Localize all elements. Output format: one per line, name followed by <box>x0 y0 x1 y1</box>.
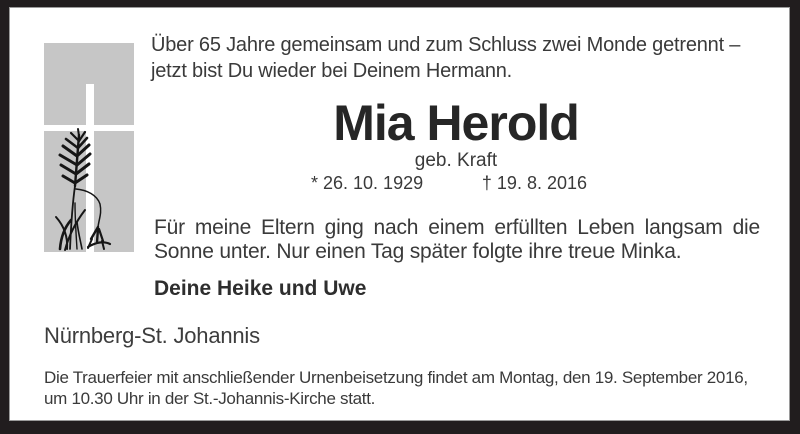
death-date: † 19. 8. 2016 <box>481 173 587 193</box>
birth-date: * 26. 10. 1929 <box>311 173 424 193</box>
mourners-signature: Deine Heike und Uwe <box>154 277 367 300</box>
epitaph-line-2: jetzt bist Du wieder bei Deinem Hermann. <box>151 60 513 82</box>
obituary-card <box>9 7 790 421</box>
maiden-name: geb. Kraft <box>414 150 498 171</box>
tribute-text <box>154 216 760 264</box>
funeral-info-line-1: Die Trauerfeier mit anschließender Urnenbeisetzung findet am Montag, den 19. September 2016, <box>44 368 748 387</box>
funeral-info <box>44 367 748 409</box>
tribute-line-2: Sonne unter. Nur einen Tag später folgte ihre treue Minka. <box>154 240 682 263</box>
deceased-name: Mia Herold <box>333 95 579 151</box>
life-dates <box>311 172 587 194</box>
epitaph <box>151 32 740 84</box>
tribute-line-1: Für meine Eltern ging nach einem erfüllten Leben langsam die <box>154 216 760 239</box>
cross-icon <box>44 43 134 252</box>
epitaph-line-1: Über 65 Jahre gemeinsam und zum Schluss zwei Monde getrennt – <box>151 34 741 56</box>
plant-icon <box>44 43 134 252</box>
location-line: Nürnberg-St. Johannis <box>44 323 260 348</box>
funeral-info-line-2: um 10.30 Uhr in der St.-Johannis-Kirche statt. <box>44 389 376 408</box>
